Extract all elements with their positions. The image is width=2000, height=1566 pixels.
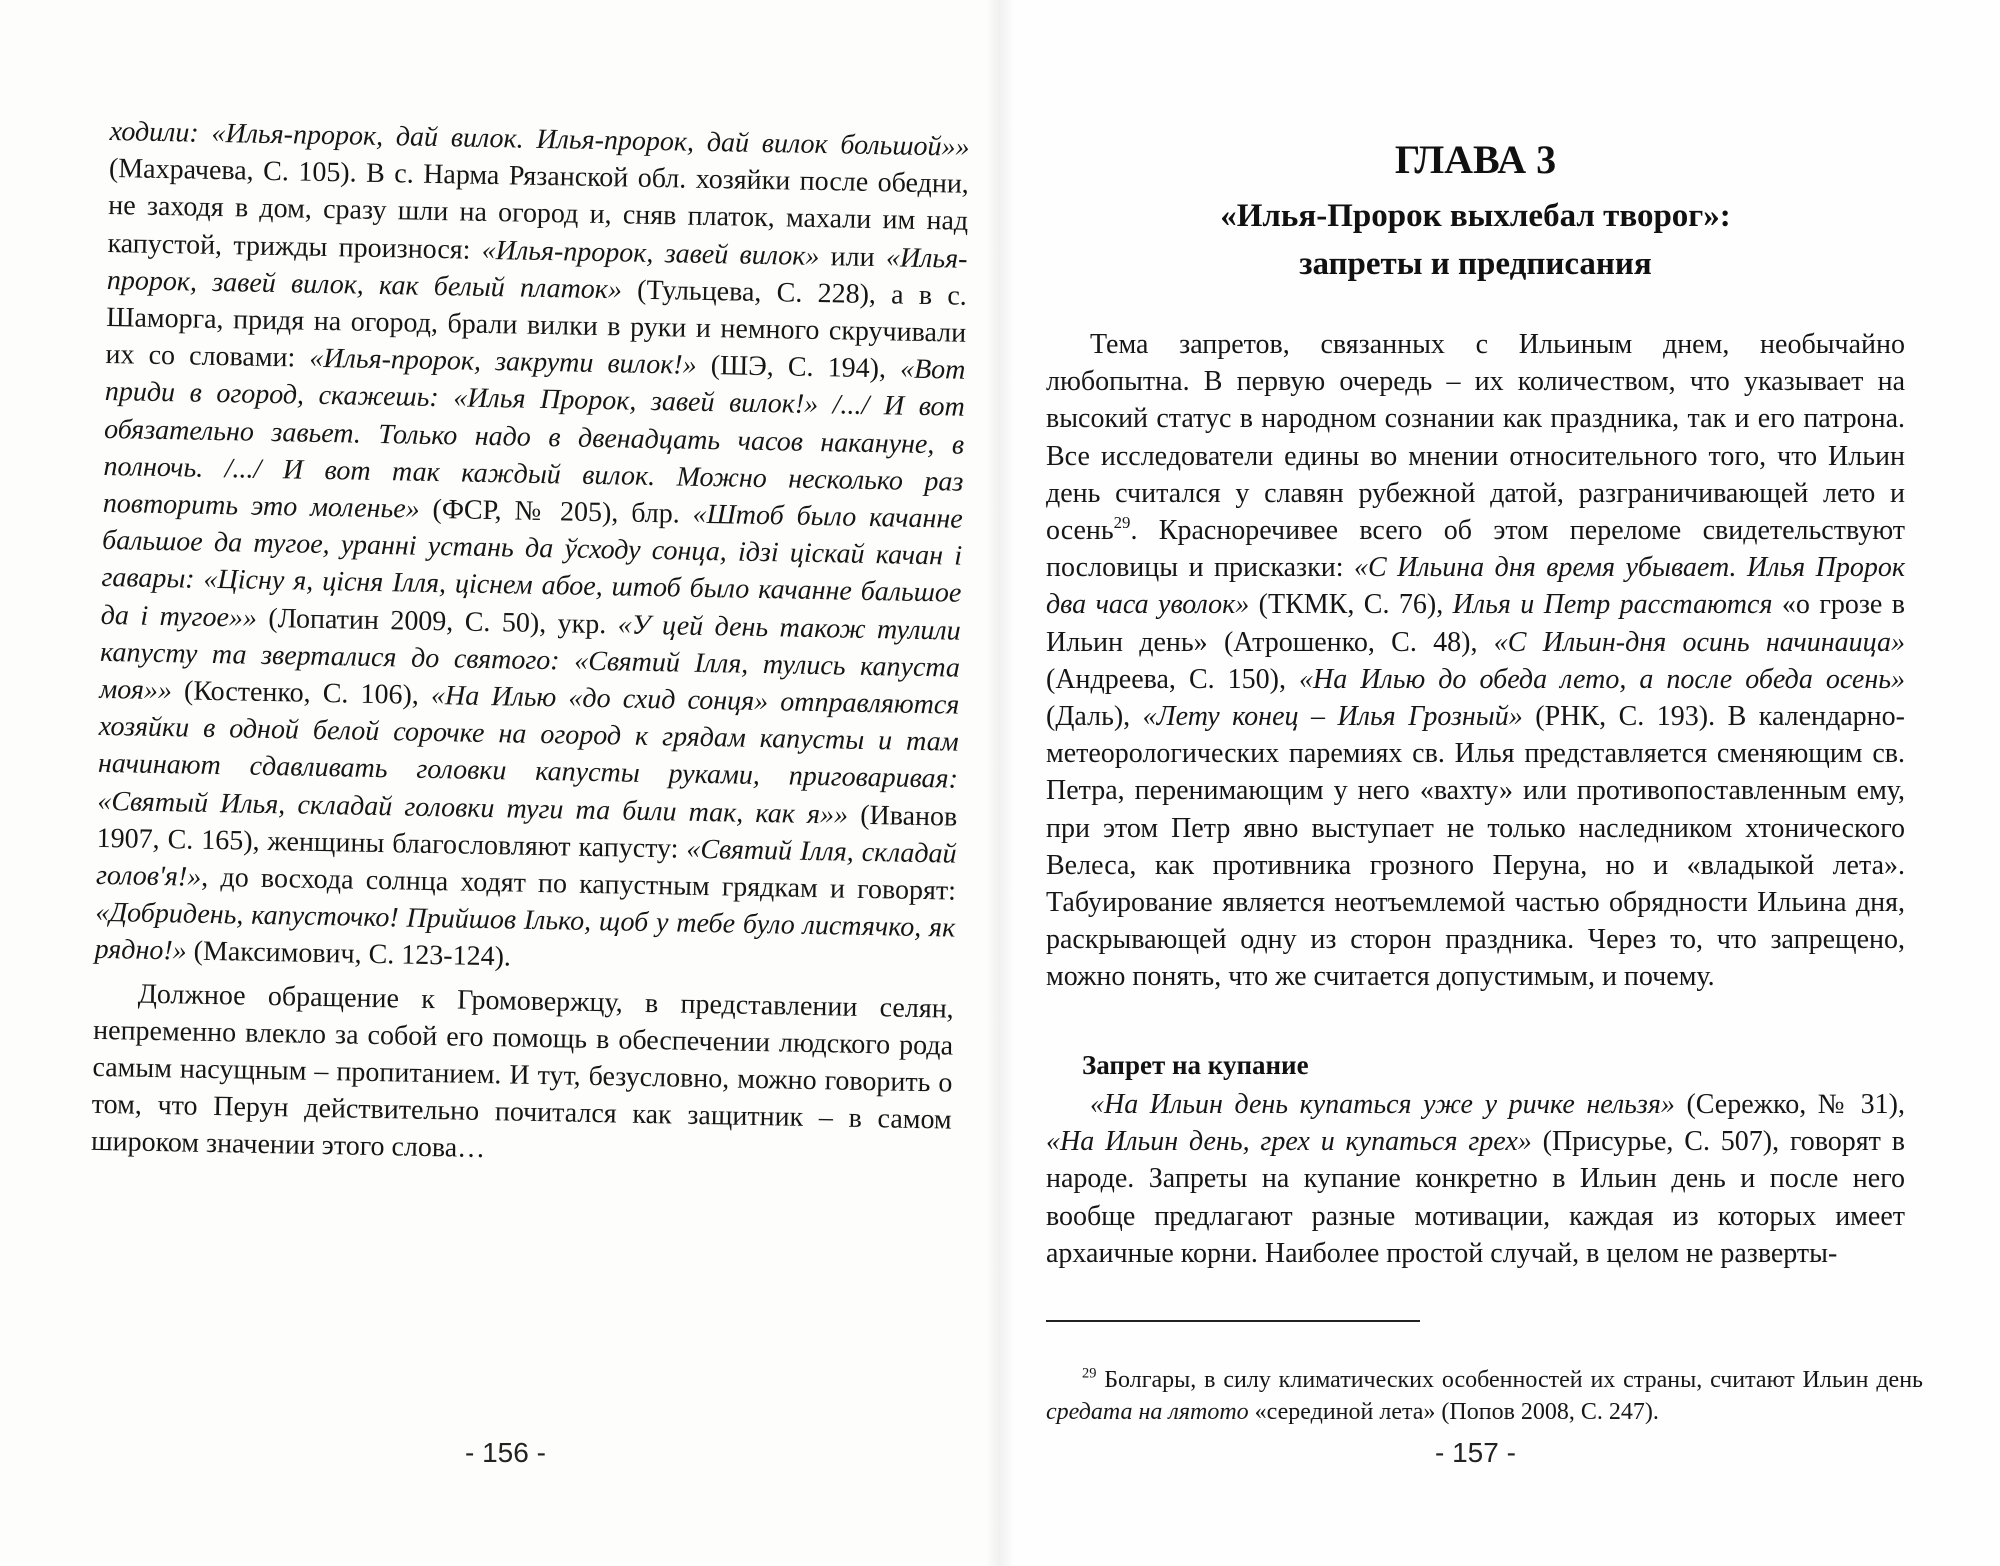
- quote-text: «Святий Ілля, складай голов'я!»: [95, 833, 957, 893]
- text-run: (Тульцева, С. 228), а в с. Шаморга, придя на огород, брали вилки в руки и немного скручивали их со словами:: [105, 274, 968, 374]
- quote-text: «Добридень, капусточко! Прийшов Ілько, щоб у тебе було листячко, як рядно!»: [94, 897, 956, 968]
- quote-text: «Лету конец – Илья Грозный»: [1142, 701, 1523, 733]
- text-run: «о грозе в Ильин день» (Атрошенко, С. 48),: [1046, 589, 1905, 658]
- text-run: (ТКМК, С. 76),: [1249, 589, 1453, 621]
- page-number-157: - 157 -: [1435, 1437, 1516, 1468]
- text-run: (Костенко, С. 106),: [171, 675, 432, 712]
- text-run: (Андреева, С. 150),: [1046, 663, 1300, 695]
- text-run: (Иванов 1907, С. 165), женщины благословляют капусту:: [96, 799, 958, 865]
- quote-text: «На Илью «до схид сонця» отправляются хозяйки в одной белой сорочке на огород к грядам капусты и там начинают сдавливать головки капусты руками, приговаривая: «Святый Илья, складай головки туги та били так, как я»»: [97, 680, 960, 831]
- quote-text: «Вот приди в огород, скажешь: «Илья Пророк, завей вилок!» /.../ И вот обязательно завьет. Только надо в двенадцать часов накануне, в полночь. /.../ И вот так каждый вилок. Можно несколько раз повторить это моленье»: [102, 353, 966, 525]
- quote-text: средата на лятото: [1046, 1399, 1249, 1425]
- quote-text: «С Ильин-дня осинь начинаица»: [1493, 626, 1905, 658]
- text-run: , до восхода солнца ходят по капустным грядкам и говорят:: [200, 861, 957, 907]
- quote-text: «Илья-пророк, закрути вилок!»: [309, 342, 697, 382]
- text-run: (Сережко, № 31),: [1674, 1089, 1905, 1120]
- text-run: Должное обращение к Громовержцу, в представлении селян, непременно влекло за собой его помощь в обеспечении людского рода самым насущным – пропитанием. И тут, безусловно, можно говорить о том, что Перун действительно почитался как защитник – в самом широком значении этого слова…: [90, 978, 955, 1165]
- quote-text: Илья и Петр расстаются: [1452, 589, 1773, 621]
- quote-text: «С Ильина дня время убывает. Илья Пророк два часа уволок»: [1046, 552, 1905, 621]
- section-body: [1046, 1086, 1905, 1272]
- right-page-body: [1046, 326, 1905, 996]
- chapter-number: ГЛАВА 3: [1394, 137, 1557, 182]
- text-run: (Махрачева, С. 105). В с. Нарма Рязанской обл. хозяйки после обедни, не заходя в дом, сразу шли на огород и, сняв платок, махали им над капустой, трижды произнося:: [107, 153, 970, 266]
- text-run: (РНК, С. 193). В календарно-метеорологических паремиях св. Илья представляется сменяющим св. Петра, перенимающим у него «вахту» или противопоставленным ему, при этом Петр явно выступает не только наследником хтонического Велеса, как противника грозного Перуна, но и «владыкой лета». Табуирование является неотъемлемой частью обрядности Ильина дня, раскрывающей одну из сторон праздника. Через то, что запрещено, можно понять, что же считается допустимым, и почему.: [1046, 701, 1905, 993]
- text-run: «серединой лета» (Попов 2008, С. 247).: [1248, 1399, 1659, 1425]
- quote-text: «Штоб было качанне бальшое да тугое, уранні устань да ўсходу сонца, ідзі цiскай качан і гавары: «Цісну я, цісня Ілля, цiснем абое, штоб было качанне бальшое да і тугое»»: [100, 498, 963, 634]
- quote-text: «На Ильин день, грех и купаться грех»: [1046, 1126, 1532, 1158]
- text-run: (Максимович, С. 123-124).: [186, 936, 512, 973]
- text-run: (ФСР, № 205), блр.: [419, 493, 693, 530]
- book-gutter: [986, 0, 1014, 1566]
- footnote-rule: [1046, 1320, 1420, 1322]
- chapter-title-line2: запреты и предписания: [1299, 246, 1652, 282]
- quote-text: «Илья-пророк, завей вилок, как белый платок»: [106, 241, 968, 306]
- paragraph: [1046, 1086, 1905, 1272]
- left-page-body: [91, 113, 970, 1176]
- page-number-156: - 156 -: [465, 1437, 546, 1468]
- quote-text: «На Ильин день купаться уже у ричке нельзя»: [1090, 1089, 1675, 1120]
- text-run: (Присурье, С. 507), говорят в народе. Запреты на купание конкретно в Ильин день и после него вообще предлагают разные мотивации, каждая из которых имеет архаичные корни. Наиболее простой случай, в целом не разверты-: [1046, 1126, 1905, 1269]
- section-heading: Запрет на купание: [1082, 1050, 1309, 1080]
- paragraph: [1046, 326, 1905, 996]
- text-run: (Даль),: [1046, 701, 1143, 733]
- paragraph: [91, 975, 954, 1177]
- text-run: Тема запретов, связанных с Ильиным днем, необычайно любопытна. В первую очередь – их количеством, что указывает на высокий статус в народном сознании как праздника, так и его патрона. Все исследователи едины во мнении относительного того, что Ильин день считался у славян рубежной датой, разграничивающей лето и осень: [1046, 329, 1905, 547]
- text-run: . Красноречивее всего об этом переломе свидетельствуют пословицы и присказки:: [1046, 515, 1905, 584]
- text-run: (Лопатин 2009, С. 50), укр.: [256, 602, 619, 641]
- text-run: Болгары, в силу климатических особенностей их страны, считают Ильин день: [1096, 1367, 1923, 1393]
- footnote-ref: 29: [1082, 1365, 1097, 1382]
- chapter-title-line1: «Илья-Пророк выхлебал творог»:: [1220, 198, 1731, 234]
- quote-text: «Илья-пророк, завей вилок»: [481, 234, 820, 272]
- quote-text: ходили: «Илья-пророк, дай вилок. Илья-пророк, дай вилок большой»»: [109, 115, 970, 163]
- footnote-ref: 29: [1113, 513, 1131, 533]
- quote-text: «У цей день також тулили капусту та зверталися до святого: «Святий Ілля, тулись капуста моя»»: [99, 609, 961, 707]
- footnote-text: [1046, 1364, 1923, 1428]
- text-run: (ШЭ, С. 194),: [696, 350, 901, 385]
- paragraph: [94, 113, 970, 984]
- text-run: или: [819, 240, 887, 273]
- quote-text: «На Илью до обеда лето, а после обеда осень»: [1299, 663, 1905, 695]
- footnote-29: [1046, 1364, 1923, 1428]
